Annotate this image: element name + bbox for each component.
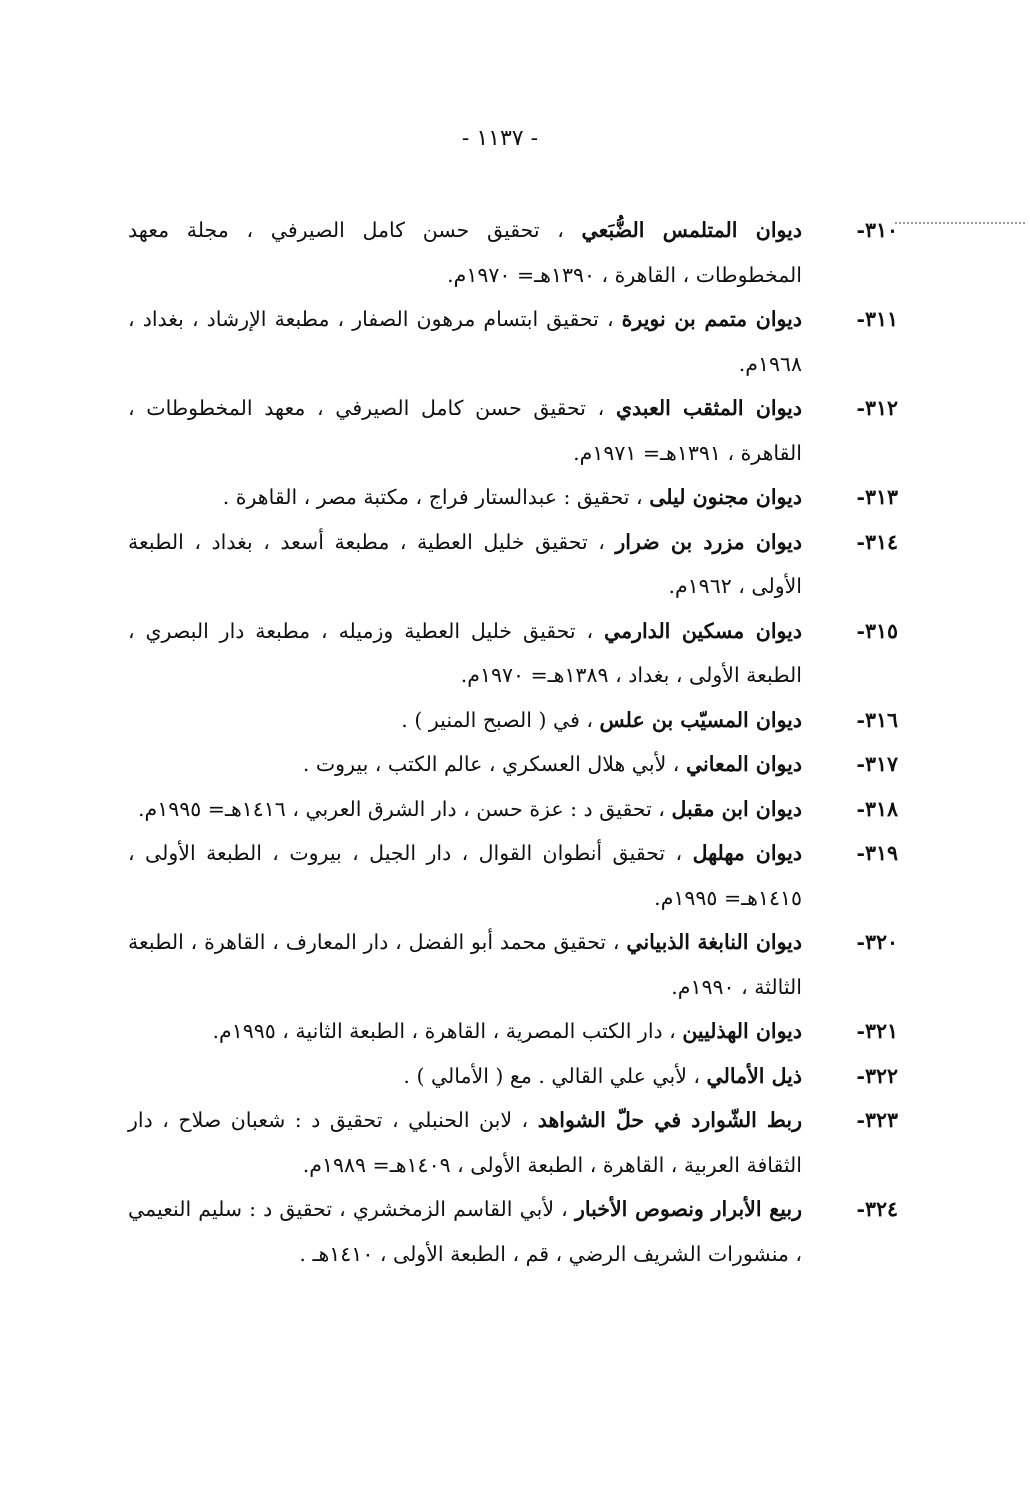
entry-details: ، دار الكتب المصرية ، القاهرة ، الطبعة الثانية ، ١٩٩٥م. (212, 1019, 676, 1043)
bibliography-entry (128, 297, 898, 386)
entry-title: ديوان مجنون ليلى (649, 485, 802, 509)
entry-number: ٣١٧- (856, 752, 898, 776)
entry-title: ديوان مسكين الدارمي (604, 618, 802, 643)
entry-details: ، في ( الصبح المنير ) . (401, 707, 594, 732)
page-number: - ١١٣٧ - (461, 126, 539, 151)
entry-number: ٣١٩- (856, 841, 898, 865)
entry-details: ، لأبي هلال العسكري ، عالم الكتب ، بيروت . (302, 752, 680, 776)
margin-dotted-line (895, 222, 1025, 224)
entry-number: ٣١٥- (856, 618, 898, 643)
entry-details: ، لابن الحنبلي ، تحقيق د : شعبان صلاح ، دار الثقافة العربية ، القاهرة ، الطبعة الأولى ، ١٤٠٩هـ= ١٩٨٩م. (128, 1108, 802, 1177)
entry-number: ٣١٤- (856, 529, 898, 554)
bibliography-list (128, 208, 898, 1276)
entry-details: ، تحقيق خليل العطية ، مطبعة أسعد ، بغداد ، الطبعة الأولى ، ١٩٦٢م. (128, 529, 802, 598)
bibliography-entry (128, 1098, 898, 1187)
bibliography-entry (128, 475, 898, 520)
entry-title: ديوان متمم بن نويرة (621, 307, 802, 331)
entry-details: ، تحقيق ابتسام مرهون الصفار ، مطبعة الإرشاد ، بغداد ، ١٩٦٨م. (128, 307, 802, 376)
entry-details: ، لأبي علي القالي . مع ( الأمالي ) . (403, 1063, 701, 1088)
entry-number: ٣١٢- (856, 396, 898, 420)
bibliography-entry (128, 1054, 898, 1099)
entry-details: ، تحقيق د : عزة حسن ، دار الشرق العربي ، ١٤١٦هـ= ١٩٩٥م. (137, 796, 665, 821)
bibliography-entry (128, 386, 898, 475)
entry-number: ٣١٣- (856, 485, 898, 509)
entry-title: ديوان المثقب العبدي (615, 396, 802, 420)
bibliography-entry (128, 742, 898, 787)
bibliography-entry (128, 208, 898, 297)
bibliography-entry (128, 1187, 898, 1276)
entry-details: ، لأبي القاسم الزمخشري ، تحقيق د : سليم النعيمي ، منشورات الشريف الرضي ، قم ، الطبعة الأولى ، ١٤١٠هـ . (128, 1197, 802, 1266)
entry-title: ديوان ابن مقبل (671, 796, 802, 821)
entry-number: ٣١٠- (856, 218, 898, 242)
entry-title: ديوان المتلمس الضُّبَعي (581, 218, 802, 242)
entry-details: ، تحقيق أنطوان القوال ، دار الجيل ، بيروت ، الطبعة الأولى ، ١٤١٥هـ= ١٩٩٥م. (128, 841, 802, 910)
bibliography-entry (128, 698, 898, 743)
entry-number: ٣٢١- (856, 1019, 898, 1043)
entry-title: ديوان المعاني (685, 752, 802, 776)
entry-number: ٣٢٢- (856, 1063, 898, 1088)
entry-title: ربط الشّوارد في حلّ الشواهد (537, 1108, 802, 1132)
entry-number: ٣٢٣- (856, 1108, 898, 1132)
entry-title: ديوان مزرد بن ضرار (615, 529, 802, 554)
entry-details: ، تحقيق : عبدالستار فراج ، مكتبة مصر ، القاهرة . (222, 485, 643, 509)
entry-title: ديوان النابغة الذبياني (626, 930, 803, 954)
entry-number: ٣١٦- (856, 707, 898, 732)
entry-details: ، تحقيق حسن كامل الصيرفي ، مجلة معهد المخطوطات ، القاهرة ، ١٣٩٠هـ= ١٩٧٠م. (128, 218, 802, 287)
bibliography-entry (128, 920, 898, 1009)
entry-details: ، تحقيق حسن كامل الصيرفي ، معهد المخطوطات ، القاهرة ، ١٣٩١هـ= ١٩٧١م. (128, 396, 802, 465)
bibliography-entry (128, 787, 898, 832)
entry-title: ديوان المسيّب بن علس (599, 707, 802, 732)
entry-number: ٣٢٠- (856, 930, 898, 954)
entry-details: ، تحقيق خليل العطية وزميله ، مطبعة دار البصري ، الطبعة الأولى ، بغداد ، ١٣٨٩هـ= ١٩٧٠م. (128, 618, 802, 687)
entry-number: ٣١٨- (856, 796, 898, 821)
entry-number: ٣١١- (856, 307, 898, 331)
entry-title: ديوان الهذليين (682, 1019, 802, 1043)
entry-number: ٣٢٤- (856, 1197, 898, 1221)
entry-title: ديوان مهلهل (692, 841, 802, 865)
bibliography-entry (128, 609, 898, 698)
bibliography-entry (128, 831, 898, 920)
entry-title: ذيل الأمالي (706, 1063, 802, 1088)
entry-details: ، تحقيق محمد أبو الفضل ، دار المعارف ، القاهرة ، الطبعة الثالثة ، ١٩٩٠م. (128, 930, 802, 999)
entry-title: ربيع الأبرار ونصوص الأخبار (574, 1197, 802, 1221)
bibliography-entry (128, 520, 898, 609)
bibliography-entry (128, 1009, 898, 1054)
